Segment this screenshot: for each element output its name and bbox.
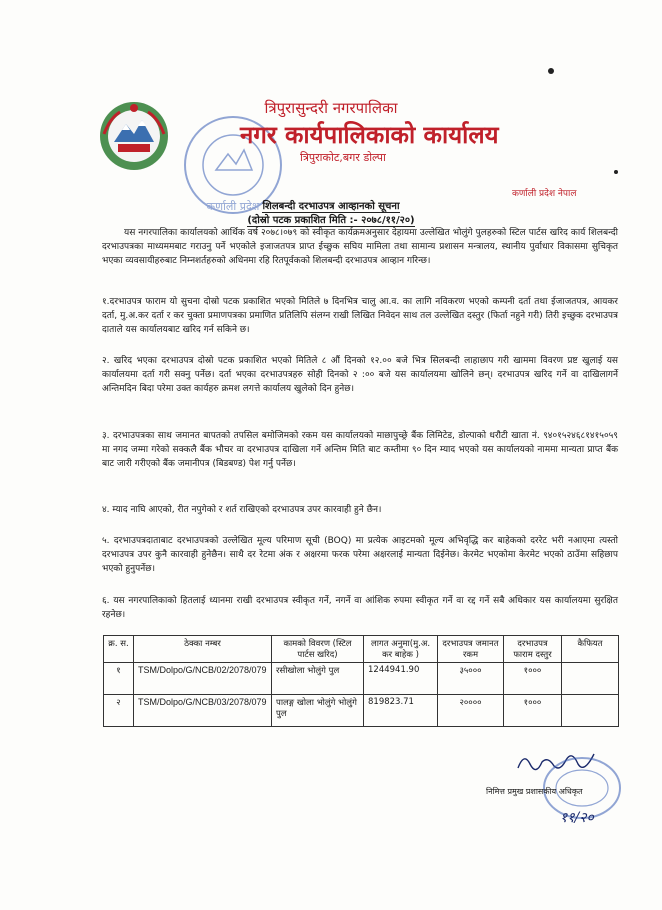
scan-mark xyxy=(614,170,618,174)
condition-4: ४. म्याद नाघि आएको, रीत नपुगेको र शर्त राखिएको दरभाउपत्र उपर कारवाही हुने छैन। xyxy=(102,505,382,515)
col-header-bid-security: दरभाउपत्र जमानत रकम xyxy=(438,636,504,663)
notice-subtitle: (दोस्रो पटक प्रकाशित मिति :- २०७८/११/२०) xyxy=(247,215,415,226)
notice-title: शिलबन्दी दरभाउपत्र आव्हानको सूचना xyxy=(262,201,400,212)
office-address: त्रिपुराकोट,बगर डोल्पा xyxy=(300,151,386,164)
table-cell: २ xyxy=(104,695,134,727)
col-header-form-fee: दरभाउपत्र फाराम दस्तुर xyxy=(504,636,562,663)
intro-paragraph: यस नगरपालिका कार्यालयको आर्थिक वर्ष २०७८।०७९ को स्वीकृत कार्यक्रमअनुसार देहायमा उल्लेखित भोलुंगे पुलहरुको स्टिल पार्टस खरिद कार्य शिलबन्दी दरभाउपत्रका माध्यममबाट गराउनु पर्ने भएकोले इजाजतपत्र प्राप्त ईच्छुक सघिय मामिला तथा सामान्य प्रशासन मन्त्रालय, स्थानीय पुर्वाधार विकासमा सुचिकृत भएका व्यवसायीहरुबाट निम्नशर्तहरुको अधिनमा रहि रितपूर्वकको शिलबन्दी दरभाउपत्र आव्हान गरिन्छ। xyxy=(102,228,618,266)
col-header-remarks: कैफियत xyxy=(562,636,619,663)
table-header-row xyxy=(104,636,619,663)
table-cell: 1244941.90 xyxy=(364,663,438,695)
table-cell: १००० xyxy=(504,695,562,727)
col-header-description: कामको विवरण (स्टिल पार्टस खरिद) xyxy=(272,636,364,663)
signatory-title: निमित्त प्रमुख प्रशासकीय अधिकृत xyxy=(486,787,583,796)
table-cell: पालङ्ग खोला भोलुंगे भोलुंगे पुल xyxy=(272,695,364,727)
condition-3: ३. दरभाउपत्रका साथ जमानत बापतको तपसिल बमोजिमको रकम यस कार्यालयको माछापुच्छ्रे बैंक लिमिटेड, डोल्पाको धरौटी खाता नं. ९४०१५२४६८१४१५०५९ मा नगद जम्मा गरेको सक्कलै बैंक भौचर वा दरभाउपत्र दाखिला गर्ने अन्तिम मिति बाट कम्तीमा ९० दिन म्याद भएको यस कार्यालयको नाममा मान्यता प्राप्त बैंक बाट जारी गरीएको बैंक जमानीपत्र (बिडबण्ड) पेश गर्नु पर्नेछ। xyxy=(102,431,618,469)
table-cell: १ xyxy=(104,663,134,695)
office-name: नगर कार्यपालिकाको कार्यालय xyxy=(240,120,499,149)
table-cell xyxy=(562,695,619,727)
table-cell xyxy=(562,663,619,695)
table-cell: १००० xyxy=(504,663,562,695)
table-cell: TSM/Dolpo/G/NCB/03/2078/079 xyxy=(134,695,272,727)
table-cell: रसीखोला भोलुंगे पुल xyxy=(272,663,364,695)
table-cell: 819823.71 xyxy=(364,695,438,727)
tender-table xyxy=(103,635,619,727)
scan-mark xyxy=(548,68,554,74)
province-name: कर्णाली प्रदेश नेपाल xyxy=(512,189,577,199)
signature-date: ११/२० xyxy=(560,810,594,826)
condition-1: १.दरभाउपत्र फाराम यो सुचना दोस्रो पटक प्रकाशित भएको मितिले ७ दिनभित्र चालु आ.व. का लागि नविकरण भएको कम्पनी दर्ता तथा ईजाजतपत्र, आयकर दर्ता, मु.अ.कर दर्ता र कर चुक्ता प्रमाणपत्रका प्रमाणित प्रतिलिपि संलग्न राखी लिखित निवेदन साथ तल उल्लेखित दस्तुर (फिर्ता नहुने गरी) तिरी इच्छुक दरभाउपत्र दाताले यस कार्यालयबाट खरिद गर्न सकिने छ। xyxy=(102,297,618,335)
condition-6: ६. यस नगरपालिकाको हितलाई ध्यानमा राखी दरभाउपत्र स्वीकृत गर्ने, नगर्ने वा आंशिक रुपमा स्वीकृत गर्ने वा रद्द गर्ने सबै अधिकार यस कार्यालयमा सुरक्षित रहनेछ। xyxy=(102,596,618,620)
table-cell: TSM/Dolpo/G/NCB/02/2078/079 xyxy=(134,663,272,695)
table-row xyxy=(104,663,619,695)
table-row xyxy=(104,695,619,727)
municipality-name: त्रिपुरासुन्दरी नगरपालिका xyxy=(264,99,398,117)
col-header-sn: क्र. स. xyxy=(104,636,134,663)
svg-text:कर्णाली प्रदेश: कर्णाली प्रदेश xyxy=(206,200,260,213)
col-header-cost-estimate: लागत अनुमा(मु.अ. कर बाहेक ) xyxy=(364,636,438,663)
condition-5: ५. दरभाउपत्रदाताबाट दरभाउपत्रको उल्लेखित मूल्य परिमाण सूची (BOQ) मा प्रत्येक आइटमको मूल्य अभिवृद्धि कर बाहेकको दररेट भरी नआएमा त्यस्तो दरभाउपत्र उपर कुनै कारवाही हुनेछैन। साथै दर रेटमा अंक र अक्षरमा फरक परेमा अक्षरलाई मान्यता दिईनेछ। केरमेट भएकोमा केरमेट भएको ठाउँमा सहिछाप भएको हुनुपर्नेछ। xyxy=(102,536,618,574)
col-header-contract-no: ठेक्का नम्बर xyxy=(134,636,272,663)
condition-2: २. खरिद भएका दरभाउपत्र दोस्रो पटक प्रकाशित भएको मितिले ८ औं दिनको १२.०० बजे भित्र सिलबन्दी लाहाछाप गरी खाममा विवरण प्रष्ट खुलाई यस कार्यालयमा दर्ता गरी सक्नु पर्नेछ। दर्ता भएका दरभाउपत्रहरु सोही दिनको २ :०० बजे यस कार्यालयमा खोलिने छन्। दरभाउपत्र खरिद गर्ने वा दाखिलागर्ने अन्तिमदिन बिदा परेमा उक्त कार्यहरु क्रमश लगत्ते कार्यालय खुलेको दिन हुनेछ। xyxy=(102,356,618,394)
table-cell: ३५००० xyxy=(438,663,504,695)
table-cell: २०००० xyxy=(438,695,504,727)
